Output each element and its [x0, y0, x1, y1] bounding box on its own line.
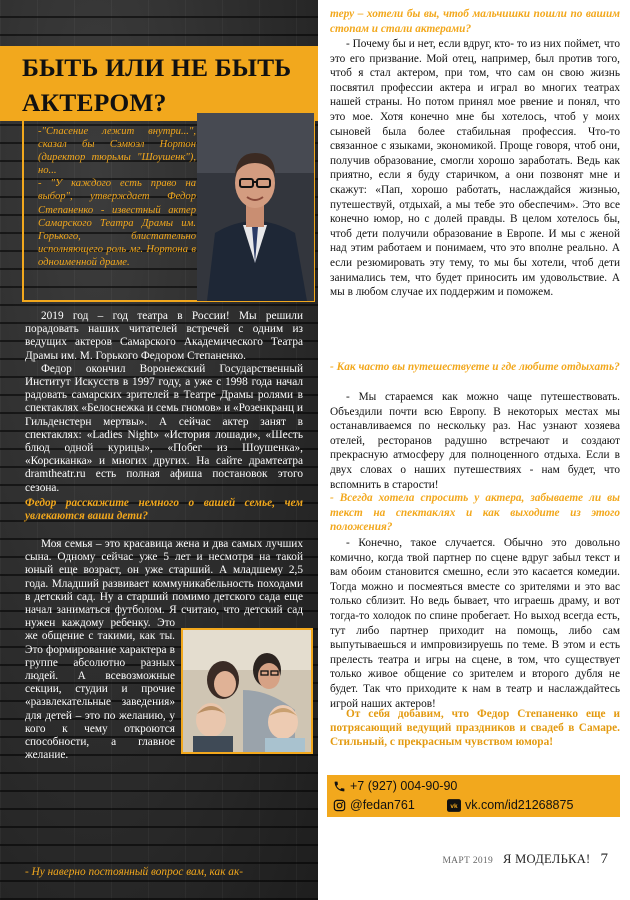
question-profession-part-1: - Ну наверно постоянный вопрос вам, как ак- — [25, 866, 244, 878]
intro-body — [25, 310, 303, 495]
article-title: БЫТЬ ИЛИ НЕ БЫТЬ АКТЕРОМ? — [22, 53, 292, 117]
issue-date: МАРТ 2019 — [442, 856, 494, 866]
question-profession-part-2: теру – хотели бы вы, чтоб мальчишки пошли по вашим стопам и стали актерами? — [330, 8, 620, 35]
magazine-name: Я МОДЕЛЬКА! — [503, 852, 591, 866]
answer-forget-text: - Конечно, такое случается. Обычно это довольно комично, когда твой партнер по сцене вдруг забыл текст и вам обоим становится смешно, если это касается комедии. Тогда можно и посмеяться вместе со зрителями и это вас только сблизит. Но ведь бывает, что играешь драму, и вот тогда-то холодок по спине пробегает. Но выход всегда есть, тут либо партнер приходит на помощь, либо сам выпутываешься и импровизируешь по теме. В этом и есть прелесть театра и игры на сцене, в том, что существует только живое общение со зрителем и второго дубля не будет. Так что приходите к нам в театр и наслаждайтесь игрой наших актеров! — [330, 537, 620, 710]
family-photo — [181, 628, 313, 754]
question-family: Федор расскажите немного о вашей семье, чем увлекаются ваши дети? — [25, 497, 303, 523]
page-footer — [442, 851, 608, 868]
contact-vk[interactable] — [447, 798, 573, 812]
answer-forget — [330, 536, 620, 711]
family-answer — [25, 538, 303, 762]
instagram-icon — [333, 799, 346, 812]
actor-portrait-illustration — [197, 113, 314, 301]
vk-icon — [447, 799, 461, 812]
phone-icon — [333, 780, 346, 793]
body-paragraph: Моя семья – это красавица жена и два самых лучших сына. Одному сейчас уже 5 лет и несмотря на такой юный еще возраст, он уже старший. А младшему 2,5 года. Младший развивает коммуникабельность походами в детский сад. Ну а старший помимо детского сада еще начал заниматься футболом. Я считаю, что детский сад нужен каждому ребенку. Это же общение с такими, как ты. Это формирование характера в группе абсолютно разных людей. А всевозможные секции, студии и прочие «развлекательные заведения» для детей – это по желанию, у кого к чему откроются способности, а главное желание. — [25, 538, 303, 762]
family-photo-illustration — [183, 630, 311, 752]
closing-note: От себя добавим, что Федор Степаненко еще и потрясающий ведущий праздников и свадеб в Самаре. Стильный, с прекрасным чувством юмора! — [330, 708, 620, 749]
answer-travel-text: - Мы стараемся как можно чаще путешествовать. Объездили почти всю Европу. В некоторых местах мы останавливаемся по нескольку раз. Нас узнают хозяева отелей, ресторанов радушно встречают и создают прекрасную атмосферу для полноценного отдыха. Если в двух словах о наших путешествиях - нам будет, что вспомнить в старости! — [330, 391, 620, 491]
body-paragraph: Федор окончил Воронежский Государственный Институт Искусств в 1997 году, а уже с 1998 года начал радовать самарских зрителей в Театре Драмы ролями в спектаклях «Белоснежка и семь гномов» и «Розенкранц и Гильденстерн мертвы». А сейчас актер занят в спектаклях: «Ladies Night» «История лошади», «Шесть блюд одной курицы», «Побег из Шоушенка», «Корсиканка» и многих других. На сайте драмтеатра dramtheatr.ru есть полная афиша постановок этого сезона. — [25, 362, 303, 494]
contact-phone[interactable] — [333, 779, 457, 793]
intro-quote — [38, 125, 196, 269]
question-travel: - Как часто вы путешествуете и где любите отдыхать? — [330, 361, 620, 373]
intro-quote-line-2: - "У каждого есть право на выбор", утверждает Федор Степаненко - известный актер Самарского Театра Драмы им. Горького, блистательно исполняющего роль мг. Нортона в одноименной драме. — [38, 178, 196, 268]
contacts-box — [327, 775, 620, 817]
contact-instagram[interactable] — [333, 798, 415, 812]
intro-quote-line-1: -"Спасение лежит внутри...", сказал бы Сэмюэл Нортон (директор тюрьмы "Шоушенк"), но... — [38, 126, 196, 177]
instagram-handle: @fedan761 — [350, 798, 415, 812]
phone-number: +7 (927) 004-90-90 — [350, 779, 458, 793]
body-paragraph: 2019 год – год театра в России! Мы решили порадовать наших читателей встречей с одним из ведущих актеров Самарского Академического Театра Драмы им. М. Горького Федором Степаненко. — [25, 310, 303, 362]
actor-photo — [197, 113, 314, 301]
answer-travel — [330, 390, 620, 492]
vk-link: vk.com/id21268875 — [465, 798, 574, 812]
question-forget: - Всегда хотела спросить у актера, забываете ли вы текст на спектаклях и как выходите из этого положения? — [330, 492, 620, 534]
answer-profession-text: - Почему бы и нет, если вдруг, кто- то из них поймет, что это его призвание. Мой отец, например, был против того, чтоб я стал актером, при том, что сам он свою жизнь посвятил профессии актера и играл во многих театрах нашей страны. Но потом принял мое рвение и понял, что это мое. Хотя конечно мне бы хотелось, чтоб у моих сыновей была более стабильная профессия. Что-то связанное с языками, экономикой. Проще говоря, чтоб они, получив образование, смогли хорошо заработать. Ведь как приятно, если я буду старичком, а они позвонят мне и скажут: «Пап, хорошо работать, наслаждайся жизнью, путешествуй, отдыхай, а мы тебе это обеспечим». Это все конечно юмор, но с долей правды. В целом хотелось бы, чтоб дети получили образование в Европе. И мы с женой над этим работаем и понимаем, что это вполне реально. А если резюмировать эту тему, то мы бы хотели, чтоб дети занимались тем, что будет приносить им удовольствие. А мы в любом случае их поддержим и поможем. — [330, 38, 620, 299]
svg-text:vk: vk — [450, 802, 458, 810]
page-number: 7 — [600, 851, 608, 867]
answer-profession — [330, 37, 620, 300]
